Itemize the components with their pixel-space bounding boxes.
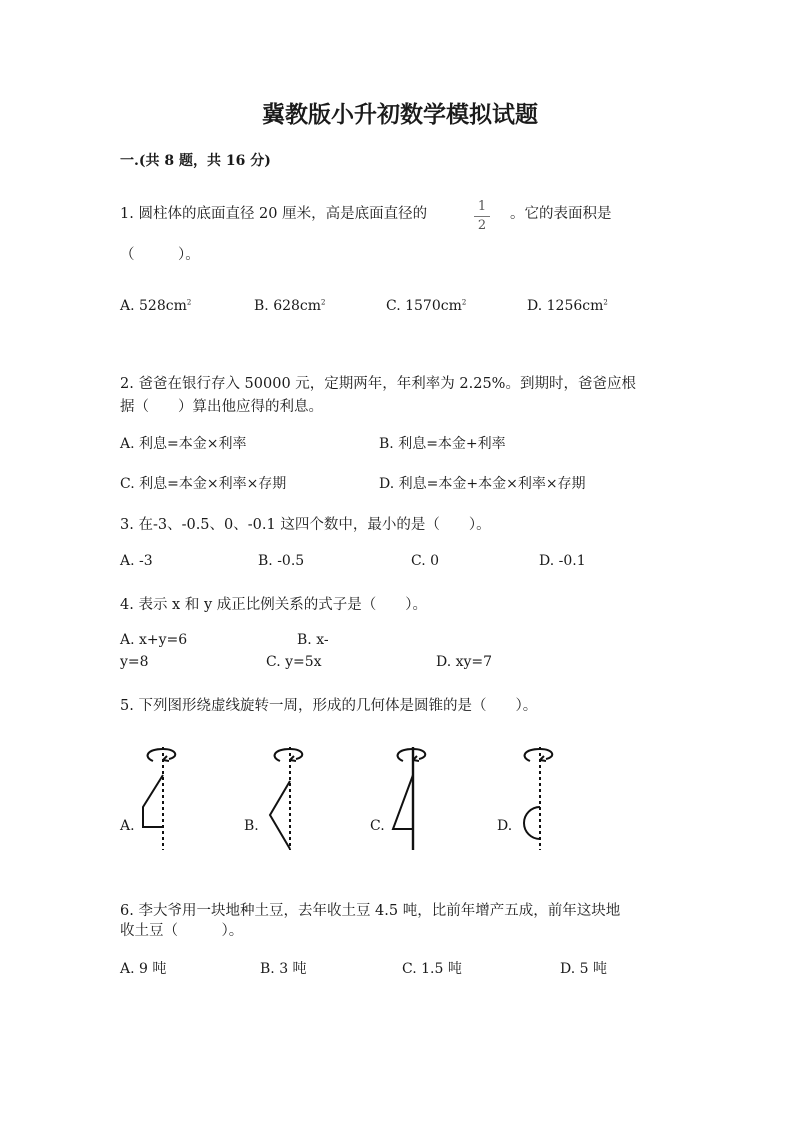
rotation-arrow-icon (398, 749, 426, 761)
question-3-text: 3. 在-3、-0.5、0、-0.1 这四个数中，最小的是（ ）。 (120, 517, 491, 533)
shape-outline (270, 781, 290, 849)
q1-option-d[interactable] (527, 298, 608, 314)
q6-option-c[interactable]: C. 1.5 吨 (402, 961, 462, 977)
question-6-line-2: 收土豆（ ）。 (120, 923, 244, 939)
q1-option-a[interactable] (120, 298, 191, 314)
question-1-text: 1. 圆柱体的底面直径 20 厘米，高是底面直径的 (120, 206, 428, 222)
q2-option-a[interactable]: A. 利息=本金×利率 (120, 436, 247, 452)
q5-option-c-label[interactable]: C. (370, 818, 385, 834)
unit-superscript: 2 (186, 298, 192, 307)
q5-figure-a[interactable] (135, 745, 195, 855)
question-2-line-2: 据（ ）算出他应得的利息。 (120, 399, 323, 415)
shape-outline (393, 775, 413, 829)
q1-option-b[interactable] (254, 298, 326, 314)
question-6-line-1: 6. 李大爷用一块地种土豆，去年收土豆 4.5 吨，比前年增产五成，前年这块地 (120, 903, 621, 919)
unit-superscript: 2 (603, 298, 608, 307)
q5-figure-c[interactable] (385, 745, 445, 855)
question-1-text-cont: 。它的表面积是 (510, 206, 612, 222)
q4-option-c[interactable]: C. y=5x (266, 654, 322, 670)
section-heading: 一.(共 8 题，共 16 分) (120, 153, 271, 169)
q3-option-a[interactable]: A. -3 (120, 553, 153, 569)
q3-option-c[interactable]: C. 0 (411, 553, 440, 569)
q2-option-b[interactable]: B. 利息=本金+利率 (379, 436, 506, 452)
q4-option-b-cont[interactable]: y=8 (120, 654, 149, 670)
q1-option-c[interactable] (386, 298, 466, 314)
shape-outline (143, 775, 163, 827)
shape-outline (524, 807, 540, 839)
question-5-text: 5. 下列图形绕虚线旋转一周，形成的几何体是圆锥的是（ ）。 (120, 698, 538, 714)
q3-option-d[interactable]: D. -0.1 (539, 553, 586, 569)
q1-option-c-text: C. 1570cm (386, 298, 462, 314)
rotation-arrow-icon (275, 749, 303, 761)
question-4-text: 4. 表示 x 和 y 成正比例关系的式子是（ ）。 (120, 597, 427, 613)
fraction-numerator: 1 (477, 199, 487, 214)
q5-option-b-label[interactable]: B. (244, 818, 259, 834)
q2-option-c[interactable]: C. 利息=本金×利率×存期 (120, 476, 287, 492)
q1-option-a-text: A. 528cm (120, 298, 187, 314)
q1-option-d-text: D. 1256cm (527, 298, 604, 314)
q3-option-b[interactable]: B. -0.5 (258, 553, 305, 569)
q6-option-a[interactable]: A. 9 吨 (120, 961, 167, 977)
q5-option-a-label[interactable]: A. (120, 818, 135, 834)
q6-option-b[interactable]: B. 3 吨 (260, 961, 307, 977)
fraction-bar (474, 216, 490, 217)
question-2-line-1: 2. 爸爸在银行存入 50000 元，定期两年，年利率为 2.25%。到期时，爸爸应根 (120, 376, 636, 392)
q4-option-a[interactable]: A. x+y=6 (120, 632, 188, 648)
q1-option-b-text: B. 628cm (254, 298, 322, 314)
q4-option-d[interactable]: D. xy=7 (436, 654, 493, 670)
fraction-denominator: 2 (477, 218, 487, 233)
unit-superscript: 2 (321, 298, 326, 307)
q2-option-d[interactable]: D. 利息=本金+本金×利率×存期 (379, 476, 586, 492)
rotation-arrow-icon (148, 749, 176, 761)
page-title: 冀教版小升初数学模拟试题 (262, 101, 538, 128)
q4-option-b[interactable]: B. x- (297, 632, 329, 648)
unit-superscript: 2 (461, 298, 467, 307)
rotation-arrow-icon (525, 749, 553, 761)
q5-option-d-label[interactable]: D. (497, 818, 513, 834)
fraction-one-half (474, 200, 490, 233)
q6-option-d[interactable]: D. 5 吨 (560, 961, 607, 977)
q5-figure-b[interactable] (262, 745, 322, 855)
q5-figure-d[interactable] (512, 745, 572, 855)
question-1-blank: （ ）。 (120, 247, 200, 263)
